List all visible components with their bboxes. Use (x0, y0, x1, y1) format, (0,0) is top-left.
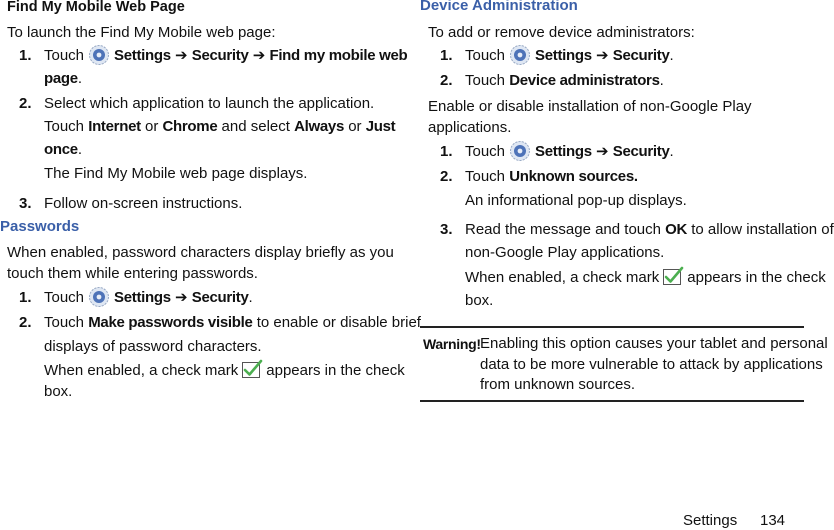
settings-label: Settings (535, 142, 592, 160)
passwords-step1 (44, 287, 253, 309)
period: . (659, 72, 664, 89)
security-label: Security (191, 288, 249, 306)
page-label: page (44, 70, 78, 87)
non-google-step1 (465, 141, 674, 163)
check-pre-text: When enabled, a check mark (465, 269, 660, 286)
period: . (669, 142, 674, 160)
non-google-intro-line1: Enable or disable installation of non-Google Play (428, 98, 752, 115)
device-admin-step1 (465, 45, 674, 67)
settings-label: Settings (114, 288, 171, 306)
non-google-check-line1 (465, 268, 826, 287)
security-label: Security (612, 46, 670, 64)
make-passwords-visible-label: Make passwords visible (88, 314, 253, 331)
find-my-step2-line3 (44, 140, 82, 159)
touch-text: Touch (465, 168, 506, 185)
step-number: 2. (19, 95, 32, 112)
step-number: 3. (19, 195, 32, 212)
step-number: 1. (19, 47, 32, 64)
step3-pre-text: Read the message and touch (465, 221, 661, 238)
warning-label: Warning! (423, 336, 481, 352)
and-select-text: and select (221, 118, 290, 135)
period: . (248, 288, 253, 306)
passwords-check-line2: box. (44, 383, 73, 400)
security-label: Security (612, 142, 670, 160)
settings-gear-icon (509, 44, 531, 66)
passwords-heading: Passwords (0, 218, 80, 235)
passwords-intro-line2: touch them while entering passwords. (7, 265, 258, 282)
device-admin-step2 (465, 71, 664, 90)
popup-text: An informational pop-up displays. (465, 192, 687, 209)
checkbox-checked-icon (663, 267, 683, 285)
or-text: or (144, 118, 159, 135)
step-number: 2. (19, 314, 32, 331)
non-google-intro-line2: applications. (428, 119, 512, 136)
find-my-mobile-heading: Find My Mobile Web Page (7, 0, 185, 15)
find-my-step1-line1 (44, 45, 407, 67)
unknown-sources-label: Unknown sources. (509, 168, 638, 185)
arrow-icon: ➔ (252, 46, 266, 64)
warning-line1: Enabling this option causes your tablet and personal (480, 335, 828, 352)
settings-gear-icon (509, 140, 531, 162)
find-my-step2-text: Select which application to launch the application. (44, 95, 375, 112)
step-number: 3. (440, 221, 453, 238)
touch-text: Touch (44, 46, 85, 64)
arrow-icon: ➔ (595, 142, 609, 160)
settings-label: Settings (535, 46, 592, 64)
arrow-icon: ➔ (174, 288, 188, 306)
step3-post-text: to allow installation of (691, 221, 834, 238)
once-label: once (44, 141, 78, 158)
touch-text: Touch (465, 72, 506, 89)
step-number: 1. (440, 47, 453, 64)
footer-section-name: Settings (683, 512, 738, 529)
find-my-step3-text: Follow on-screen instructions. (44, 195, 243, 212)
touch-text: Touch (44, 288, 85, 306)
settings-gear-icon (88, 44, 110, 66)
non-google-step2 (465, 167, 638, 186)
or-text: or (348, 118, 362, 135)
check-pre-text: When enabled, a check mark (44, 362, 239, 379)
find-my-step2-result: The Find My Mobile web page displays. (44, 165, 308, 182)
step-number: 2. (440, 72, 453, 89)
non-google-step3-line2: non-Google Play applications. (465, 244, 665, 261)
just-label: Just (365, 118, 396, 135)
period: . (669, 46, 674, 64)
step-number: 1. (440, 143, 453, 160)
touch-text: Touch (44, 314, 85, 331)
touch-text: Touch (465, 46, 506, 64)
settings-gear-icon (88, 286, 110, 308)
settings-label: Settings (114, 46, 171, 64)
find-my-step2-line2 (44, 117, 395, 136)
passwords-check-line1 (44, 361, 405, 380)
passwords-intro-line1: When enabled, password characters display briefly as you (7, 244, 394, 261)
non-google-check-line2: box. (465, 292, 494, 309)
ok-label: OK (665, 221, 688, 238)
touch-text: Touch (465, 142, 506, 160)
step-number: 2. (440, 168, 453, 185)
device-admin-intro: To add or remove device administrators: (428, 24, 695, 41)
step-number: 1. (19, 289, 32, 306)
check-post-text: appears in the check (687, 269, 826, 286)
arrow-icon: ➔ (174, 46, 188, 64)
find-my-step1-line2 (44, 69, 82, 88)
device-administration-heading: Device Administration (420, 0, 578, 14)
non-google-step3-line1 (465, 220, 834, 239)
passwords-step2-line2: displays of password characters. (44, 338, 262, 355)
warning-top-rule (420, 326, 804, 328)
period: . (77, 141, 82, 158)
warning-line2: data to be more vulnerable to attack by applications (480, 356, 823, 373)
security-label: Security (191, 46, 249, 64)
always-label: Always (294, 118, 345, 135)
passwords-step2-rest: to enable or disable brief (256, 314, 421, 331)
arrow-icon: ➔ (595, 46, 609, 64)
passwords-step2-line1 (44, 313, 421, 332)
touch-text: Touch (44, 118, 85, 135)
chrome-label: Chrome (162, 118, 218, 135)
period: . (77, 70, 82, 87)
checkbox-checked-icon (242, 360, 262, 378)
device-administrators-label: Device administrators (509, 72, 660, 89)
check-post-text: appears in the check (266, 362, 405, 379)
warning-line3: from unknown sources. (480, 376, 636, 393)
internet-label: Internet (88, 118, 141, 135)
find-my-mobile-web-label: Find my mobile web (269, 46, 408, 64)
warning-bottom-rule (420, 400, 804, 402)
find-my-mobile-intro: To launch the Find My Mobile web page: (7, 24, 276, 41)
footer-page-number: 134 (760, 512, 786, 529)
